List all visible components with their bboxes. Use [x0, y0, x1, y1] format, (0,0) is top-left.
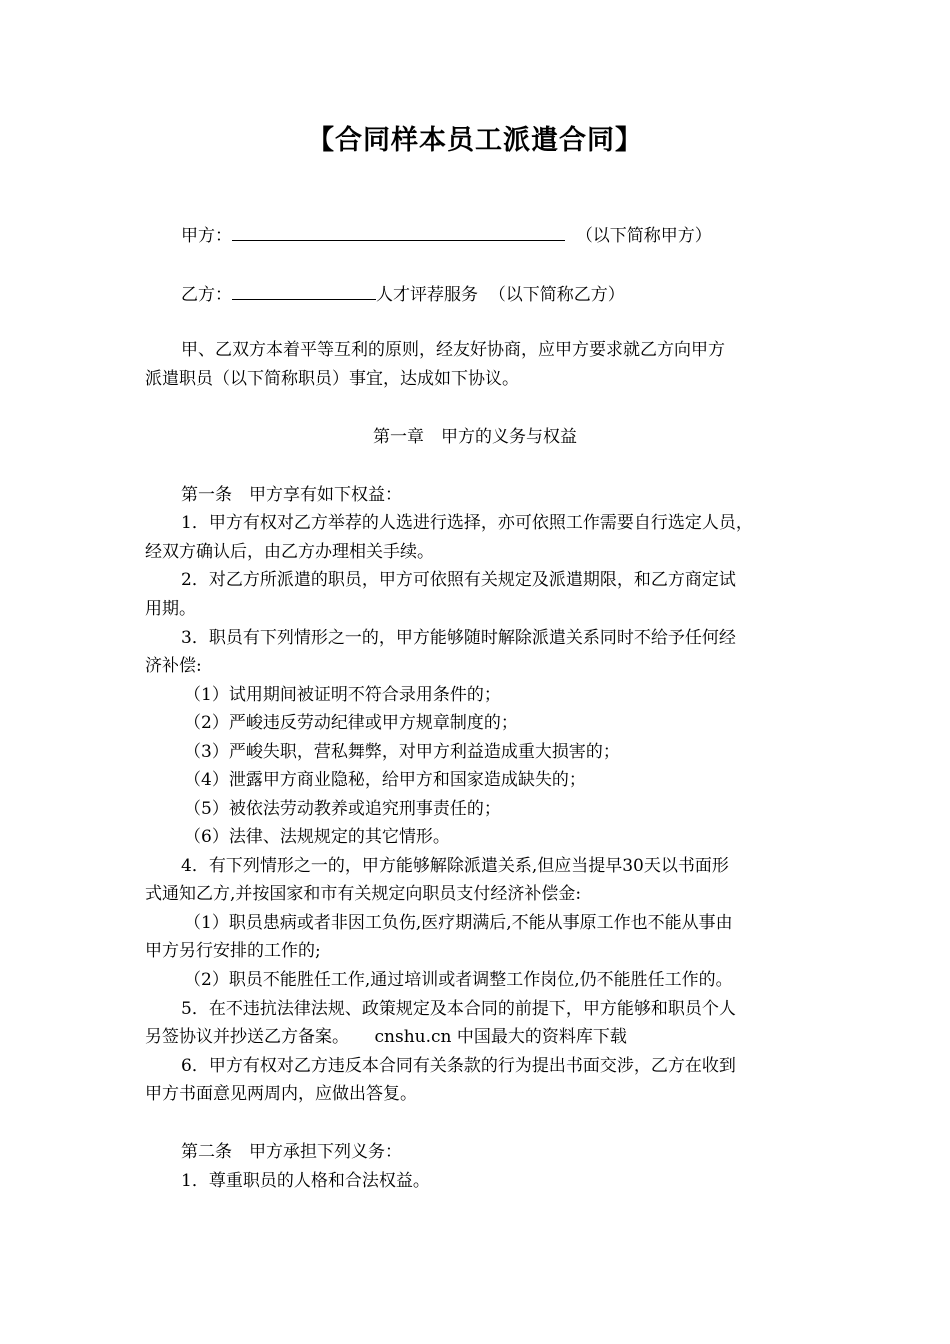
document-title: 【合同样本员工派遣合同】 [307, 125, 643, 156]
clause-line: （2）职员不能胜任工作,通过培训或者调整工作岗位,仍不能胜任工作的。 [184, 970, 733, 990]
clause-line: 1．甲方有权对乙方举荐的人选进行选择，亦可依照工作需要自行选定人员， [181, 513, 753, 533]
party-b-line [181, 281, 625, 307]
intro-line: 派遣职员（以下简称职员）事宜，达成如下协议。 [145, 369, 519, 389]
party-a-suffix: （以下简称甲方） [575, 226, 712, 246]
clause-line: （2）严峻违反劳动纪律或甲方规章制度的； [184, 713, 518, 733]
clause-line: 式通知乙方,并按国家和市有关规定向职员支付经济补偿金: [145, 884, 582, 904]
chapter-heading: 第一章 甲方的义务与权益 [373, 427, 577, 447]
intro-line: 甲、乙双方本着平等互利的原则，经友好协商，应甲方要求就乙方向甲方 [181, 340, 725, 360]
party-b-blank [232, 281, 376, 300]
clause-line: （3）严峻失职，营私舞弊，对甲方利益造成重大损害的； [184, 742, 620, 762]
party-b-label: 乙方： [181, 285, 232, 305]
clause-line: （1）职员患病或者非因工负伤,医疗期满后,不能从事原工作也不能从事由 [184, 913, 733, 933]
clause-line: （6）法律、法规规定的其它情形。 [184, 827, 450, 847]
clause-line: 另签协议并抄送乙方备案。 cnshu.cn 中国最大的资料库下载 [145, 1027, 627, 1047]
clause-line: （5）被依法劳动教养或追究刑事责任的； [184, 799, 501, 819]
clause-line: 3．职员有下列情形之一的，甲方能够随时解除派遣关系同时不给予任何经 [181, 628, 736, 648]
clause-line: （1）试用期间被证明不符合录用条件的； [184, 685, 501, 705]
clause-line: 用期。 [145, 599, 196, 619]
clause-line: 5．在不违抗法律法规、政策规定及本合同的前提下，甲方能够和职员个人 [181, 999, 736, 1019]
clause-line: 1．尊重职员的人格和合法权益。 [181, 1171, 430, 1191]
clause-line: 2．对乙方所派遣的职员，甲方可依照有关规定及派遣期限，和乙方商定试 [181, 570, 736, 590]
article-heading: 第二条 甲方承担下列义务： [181, 1142, 402, 1162]
clause-line: 6．甲方有权对乙方违反本合同有关条款的行为提出书面交涉，乙方在收到 [181, 1056, 736, 1076]
clause-line: 甲方书面意见两周内，应做出答复。 [145, 1084, 417, 1104]
clause-line: 济补偿: [145, 656, 202, 676]
party-a-blank [232, 222, 565, 241]
clause-line: 经双方确认后，由乙方办理相关手续。 [145, 542, 434, 562]
party-b-name: 人才评荐服务 [376, 285, 478, 305]
party-a-label: 甲方： [181, 226, 232, 246]
article-heading: 第一条 甲方享有如下权益： [181, 485, 402, 505]
clause-line: （4）泄露甲方商业隐秘，给甲方和国家造成缺失的； [184, 770, 586, 790]
clause-line: 甲方另行安排的工作的; [145, 941, 321, 961]
clause-line: 4．有下列情形之一的，甲方能够解除派遣关系,但应当提早30天以书面形 [181, 856, 729, 876]
party-a-line [181, 222, 712, 248]
party-b-suffix: （以下简称乙方） [488, 285, 625, 305]
